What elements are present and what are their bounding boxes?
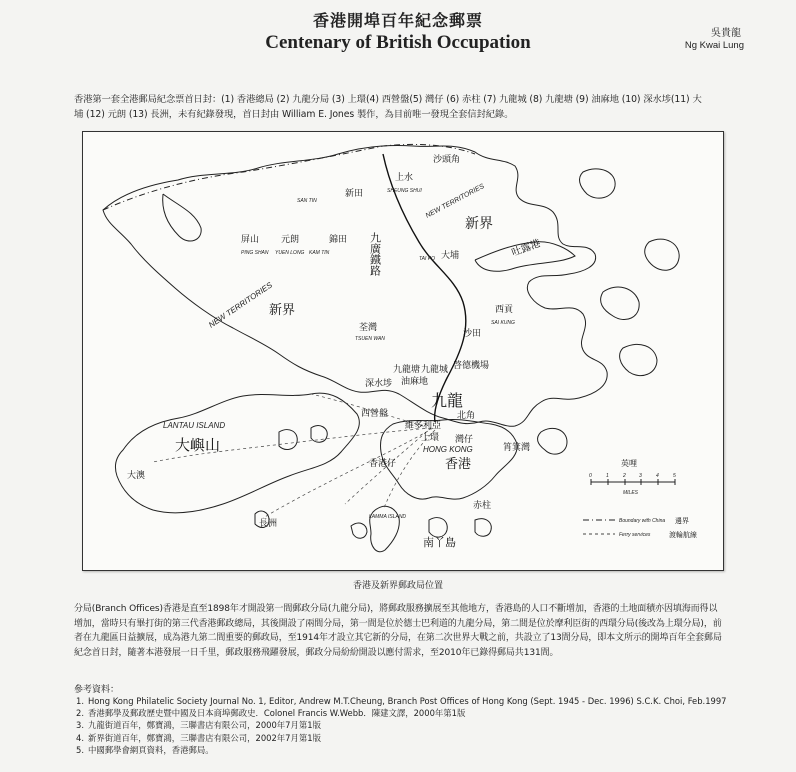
title-english: Centenary of British Occupation	[265, 32, 531, 53]
label-cheungchau: 長洲	[259, 519, 278, 529]
map-legend	[583, 458, 697, 539]
reference-item: 4. 新界街道百年，鄭寶鴻，三聯書店有限公司，2002年7月第1版	[76, 732, 321, 743]
legend-miles: MILES	[623, 490, 639, 496]
label-saikung: 西貢	[495, 305, 514, 315]
label-taio: 大澳	[127, 471, 146, 481]
scale-tick-5: 5	[673, 473, 676, 479]
label-kamtin-en: KAM TIN	[309, 250, 330, 256]
label-santin-en: SAN TIN	[297, 198, 317, 204]
lantau-island-coast	[115, 393, 359, 513]
label-northpoint: 北角	[457, 411, 476, 421]
reference-item: 1. Hong Kong Philatelic Society Journal No. 1, Editor, Andrew M.T.Cheung, Branch Post Offices of Hong Kong (Sept. 1945 - Dec. 1996) S.C.K. Choi, Feb.1997	[76, 696, 727, 706]
hong-kong-map	[83, 132, 723, 570]
legend-ferry: Ferry services	[619, 532, 651, 538]
label-sheungwan: 上環	[421, 433, 440, 443]
label-shamshuipo: 深水埗	[365, 379, 393, 389]
new-territories-coast	[103, 145, 607, 426]
reference-item: 3. 九龍街道百年，鄭寶鴻，三聯書店有限公司，2000年7月第1版	[76, 720, 321, 731]
references-title: 參考資料：	[74, 685, 120, 695]
label-lantau-zh: 大嶼山	[175, 436, 221, 454]
label-yuenlong: 元朗	[281, 235, 300, 245]
label-shataukok: 沙頭角	[433, 155, 461, 165]
label-tsuenwan: 荃灣	[359, 323, 378, 333]
label-saiyingpun: 西營盤	[361, 409, 389, 419]
author-english: Ng Kwai Lung	[684, 40, 744, 51]
scale-tick-2: 2	[623, 473, 626, 479]
map-frame	[82, 131, 724, 571]
legend-ferry-zh: 渡輪航線	[669, 531, 697, 539]
legend-boundary-zh: 邊界	[675, 517, 689, 525]
scale-tick-3: 3	[639, 473, 642, 479]
label-hongkong-zh: 香港	[445, 457, 472, 472]
label-sheungshui: 上水	[395, 173, 414, 183]
label-victoria: 維多利亞	[405, 421, 442, 431]
label-lantau-en: LANTAU ISLAND	[163, 421, 226, 430]
label-kaitak: 啓德機場	[453, 361, 490, 371]
label-tolohar: 吐露港	[510, 238, 543, 259]
scale-tick-1: 1	[606, 473, 609, 479]
label-kamtin: 錦田	[329, 235, 348, 245]
map-caption: 香港及新界郵政局位置	[352, 581, 443, 591]
label-lamma-en: LAMMA ISLAND	[369, 514, 407, 520]
scale-tick-4: 4	[656, 473, 659, 479]
label-sheungshui-en: SHEUNG SHUI	[387, 188, 422, 194]
label-tsuenwan-en: TSUEN WAN	[355, 336, 385, 342]
legend-scale-label: 英哩	[621, 459, 637, 468]
label-nt-en-top: NEW TERRITORIES	[424, 182, 486, 220]
author-chinese: 吳貴龍	[711, 28, 741, 39]
label-saikung-en: SAI KUNG	[491, 320, 515, 326]
label-yuenlong-en: YUEN LONG	[275, 250, 305, 256]
reference-item: 5. 中國郵學會網頁資料，香港郵局。	[76, 744, 214, 755]
references-list	[76, 695, 727, 756]
label-hongkong-en: HONG KONG	[423, 445, 473, 454]
label-taipo-en: TAI PO	[419, 256, 436, 262]
label-yaumatei: 油麻地	[401, 377, 429, 387]
legend-boundary: Boundary with China	[619, 518, 666, 524]
label-taipo: 大埔	[441, 251, 460, 261]
label-kowloon-big: 九龍	[431, 391, 464, 410]
reference-item: 2. 香港郵學及郵政歷史暨中國及日本商埠郵政史．Colonel Francis W.Webb．陳建文譯，2000年第1版	[76, 708, 466, 719]
label-nt-zh-left: 新界	[269, 303, 296, 318]
label-pingshan-en: PING SHAN	[241, 250, 269, 256]
label-stanley: 赤柱	[473, 501, 492, 511]
label-shatin: 沙田	[463, 329, 482, 339]
label-wanchai: 灣仔	[455, 435, 474, 445]
label-nt-zh-top: 新界	[465, 216, 493, 232]
label-kowloontong: 九龍塘	[393, 365, 421, 375]
label-aberdeen: 香港仔	[369, 459, 397, 469]
label-kcr: 九廣鐵路	[368, 232, 382, 276]
intro-paragraph: 香港第一套全港郵局紀念票首日封：(1) 香港總局 (2) 九龍分局 (3) 上環(4) 西營盤(5) 灣仔 (6) 赤柱 (7) 九龍城 (8) 九龍塘 (9) 油麻地 (10) 深水埗(11) 大埔 (12) 元朗 (13) 長洲，未有紀錄發現，首日封由 William E. Jones 製作，為目前唯一發現全套信封紀錄。	[74, 94, 702, 120]
body-paragraph: 分局(Branch Offices)香港是直至1898年才開設第一間郵政分局(九龍分局)，將郵政服務擴展至其他地方，香港島的人口不斷增加，香港的土地面積亦因填海而得以增加，當時只有畢打街的第三代香港郵政總局，其後開設了兩間分局，第一間是位於德士巴利道的九龍分局，第二間是位於摩利臣街的西環分局(後改為上環分局)，前者在九龍區日益擴展，成為港九第二間重要的郵政局，至1914年才設立其它新的分局，在第二次世界大戰之前，共設立了13間分局，即本文所示的開埠百年全套郵局紀念首日封，隨著本港發展一日千里，郵政服務飛躍發展，郵政分局紛紛開設以應付需求，至2010年已錄得郵局共131間。	[74, 604, 722, 658]
label-nt-en-left: NEW TERRITORIES	[207, 280, 274, 330]
title-chinese: 香港開埠百年紀念郵票	[312, 11, 483, 30]
label-lamma-zh: 南丫島	[423, 536, 456, 549]
scale-tick-0: 0	[589, 473, 592, 479]
label-shaukeiwan: 筲箕灣	[503, 443, 531, 453]
label-kowlooncity: 九龍城	[421, 365, 449, 375]
label-pingshan: 屏山	[241, 235, 260, 245]
label-santin: 新田	[345, 189, 364, 199]
